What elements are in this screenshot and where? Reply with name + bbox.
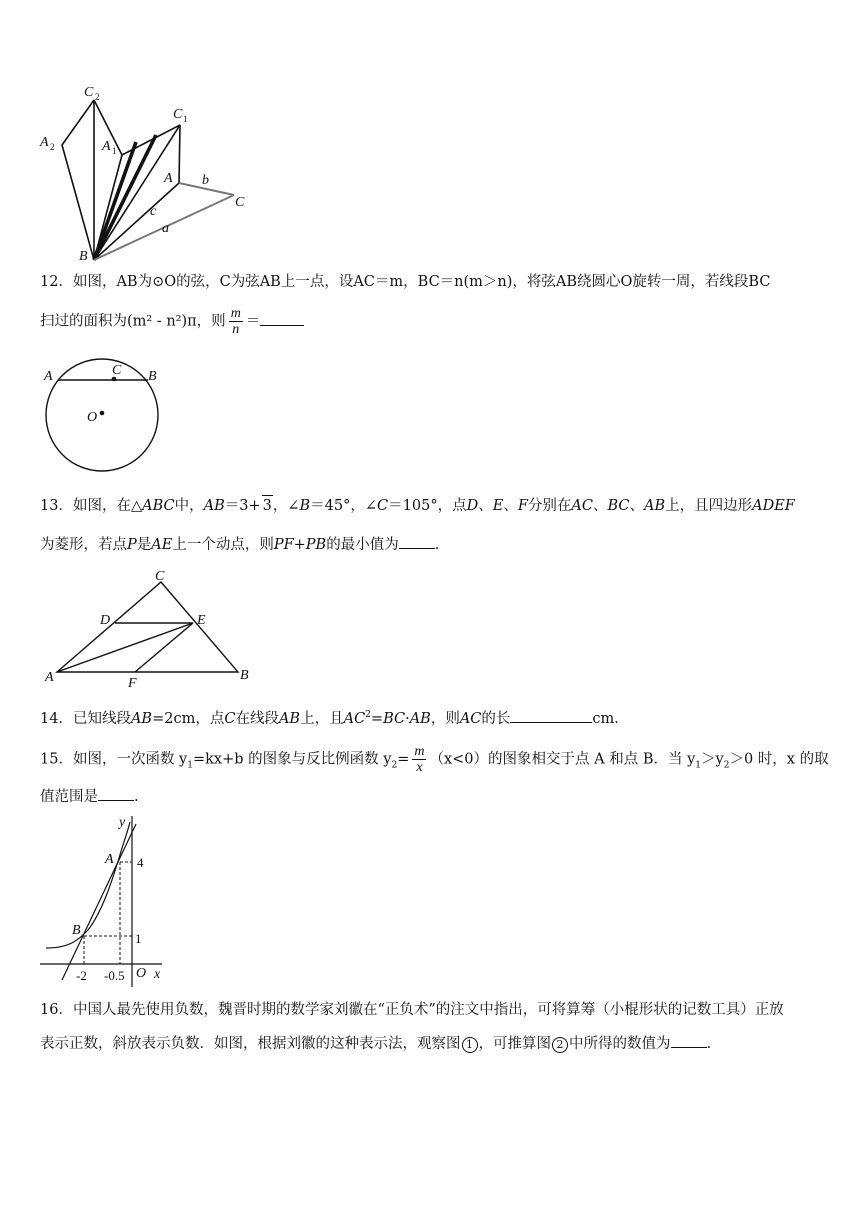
q14-t7: 上，且: [300, 710, 344, 727]
q16-number: 16．: [40, 1002, 73, 1018]
q15-answer-blank[interactable]: [98, 786, 134, 801]
q15-line2: [40, 786, 139, 807]
q15-frac-num: m: [414, 744, 425, 759]
q13-t29: PF+PB: [273, 537, 327, 553]
q12-text-1: 如图，AB为⊙O的弦，C为弦AB上一点，设AC＝m，BC＝n(m＞n)，将弦AB绕圆心O旋转一周，若线段BC: [72, 274, 771, 290]
q15-t12: .: [134, 789, 139, 805]
label-A2: A: [40, 135, 49, 150]
q13-t9: C: [377, 498, 389, 514]
q13-t18: 、: [592, 498, 608, 514]
label-O: O: [87, 410, 98, 425]
q15-t1: 如图，一次函数 y: [72, 751, 188, 768]
q13-t12: 、: [478, 498, 493, 514]
q14-t9: 2: [365, 710, 371, 720]
q14-t6: AB: [278, 710, 301, 727]
q13-t15: F: [517, 498, 528, 514]
q12-answer-blank[interactable]: [260, 311, 304, 326]
label-a: a: [162, 221, 169, 236]
q15-t3: =kx+b 的图象与反比例函数 y: [193, 751, 392, 768]
figure-13-triangle: [40, 566, 260, 691]
q13-t28: 上一个动点，则: [172, 537, 274, 553]
q14-t2: AB: [130, 710, 153, 727]
q12-text-2a: 扫过的面积为(m² - n²)π，则: [40, 313, 226, 330]
label-B: B: [79, 249, 88, 264]
q16-circled-1: 1: [462, 1037, 478, 1053]
q13-t21: AB: [643, 498, 666, 514]
q12-frac-den: n: [232, 322, 240, 337]
figure-12-circle: [40, 360, 170, 480]
label-A1: A: [102, 139, 111, 154]
label-4: 4: [137, 855, 144, 870]
q14-t8: AC: [343, 710, 366, 727]
q13-t22: 上，且四边形: [665, 498, 753, 514]
label-E: E: [197, 613, 206, 628]
q13-t14: 、: [503, 498, 518, 514]
q13-t10: ＝105°，点: [388, 498, 467, 514]
label-A: A: [45, 670, 54, 685]
q15-fraction: [412, 744, 426, 775]
label-1: 1: [135, 931, 142, 946]
q12-text-2b: ＝: [245, 313, 261, 330]
figure-15-graph: [40, 812, 180, 987]
q16-circled-2: 2: [552, 1037, 568, 1053]
label-B: B: [148, 369, 157, 384]
q15-t9: 2: [723, 760, 730, 771]
q15-t10: ＞0 时，x 的取: [729, 751, 829, 768]
q13-t24: 为菱形，若点: [40, 537, 127, 553]
q14-t3: =2cm，点: [152, 710, 225, 727]
q13-t13: E: [492, 498, 504, 514]
q14-t1: 已知线段: [72, 710, 131, 727]
q14-answer-blank[interactable]: [510, 708, 592, 723]
q15-number: 15．: [40, 751, 73, 768]
q16-t3: ，可推算图: [478, 1036, 551, 1052]
label-D: D: [100, 613, 111, 628]
q13-t26: 是: [136, 537, 152, 553]
q13-sqrt: 3: [262, 495, 273, 516]
q13-line2: [40, 534, 439, 555]
q15-frac-den: x: [416, 760, 423, 775]
q13-t16: 分别在: [527, 498, 572, 514]
q16-t2: 表示正数，斜放表示负数．如图，根据刘徽的这种表示法，观察图: [40, 1036, 461, 1052]
label-A: A: [164, 171, 173, 186]
q13-t2: ABC: [142, 498, 175, 514]
label-C2-sub: 2: [95, 92, 100, 102]
q15-t5: =: [397, 751, 410, 768]
label-C: C: [112, 363, 122, 378]
q14-number: 14．: [40, 710, 73, 727]
q12-frac-num: m: [230, 306, 241, 321]
q14-t13: AC: [459, 710, 482, 727]
label-A2-sub: 2: [50, 142, 55, 152]
q16-t5: .: [706, 1036, 712, 1052]
q15-t7: 1: [695, 760, 702, 771]
q14-t11: BC·AB: [383, 710, 431, 727]
q13-t19: BC: [607, 498, 630, 514]
label-C: C: [235, 195, 245, 210]
q13-t27: AE: [151, 537, 173, 553]
label-B: B: [240, 668, 249, 683]
label-A1-sub: 1: [112, 146, 117, 156]
q14-t12: ，则: [430, 710, 460, 727]
q12-line1: [40, 272, 770, 292]
q14-line: [40, 705, 629, 729]
label-O: O: [136, 966, 147, 981]
q16-t1: 中国人最先使用负数，魏晋时期的数学家刘徽在“正负术”的注文中指出，可将算筹（小棍形状的记数工具）正放: [72, 1002, 784, 1018]
q13-number: 13．: [40, 498, 73, 514]
label-minus-0-5: -0.5: [104, 968, 125, 983]
q13-t3: 中，: [174, 498, 204, 514]
label-A: A: [44, 369, 53, 384]
q13-t25: P: [127, 537, 137, 553]
q14-t4: C: [224, 710, 236, 727]
q14-t10: =: [370, 710, 384, 727]
label-y: y: [119, 815, 126, 830]
q15-t11: 值范围是: [40, 789, 98, 805]
label-x: x: [154, 967, 161, 982]
q13-t30: 的最小值为: [326, 537, 399, 553]
q13-line1: [40, 495, 795, 516]
label-B: B: [72, 923, 81, 938]
q16-line2: [40, 1033, 711, 1054]
q13-t31: .: [434, 537, 440, 553]
label-b: b: [202, 173, 209, 188]
q15-t8: ＞y: [701, 751, 724, 768]
q13-t20: 、: [629, 498, 644, 514]
q13-t11: D: [466, 498, 479, 514]
label-C1: C: [173, 107, 183, 122]
q14-t5: 在线段: [235, 710, 279, 727]
q13-t4: AB: [203, 498, 225, 514]
q14-t15: cm．: [592, 710, 629, 727]
q13-t23: ADEF: [752, 498, 795, 514]
q13-t8: ＝45°，∠: [310, 498, 378, 514]
q15-line1: [40, 744, 829, 775]
q16-answer-blank[interactable]: [671, 1033, 707, 1048]
q15-t4: 2: [391, 760, 398, 771]
q13-answer-blank[interactable]: [399, 534, 435, 549]
label-c: c: [150, 204, 157, 219]
q15-t2: 1: [187, 760, 193, 771]
q13-t7: B: [299, 498, 311, 514]
q12-line2: [40, 306, 304, 337]
label-C: C: [155, 569, 165, 584]
label-F: F: [128, 676, 137, 691]
q14-t14: 的长: [481, 710, 511, 727]
q16-t4: 中所得的数值为: [569, 1036, 671, 1052]
q13-t6: ，∠: [272, 498, 300, 514]
q12-number: 12．: [40, 274, 73, 290]
label-minus-2: -2: [76, 968, 87, 983]
q12-fraction: [229, 306, 243, 337]
figure-11-triangles: [36, 80, 266, 265]
q16-line1: [40, 1000, 784, 1020]
q15-t6: （x<0）的图象相交于点 A 和点 B．当 y: [429, 751, 696, 768]
q13-t5: ＝3+: [224, 498, 261, 514]
label-A: A: [105, 852, 114, 867]
label-C2: C: [84, 85, 94, 100]
q13-t1: 如图，在△: [72, 498, 143, 514]
q13-t17: AC: [571, 498, 593, 514]
label-C1-sub: 1: [183, 114, 188, 124]
